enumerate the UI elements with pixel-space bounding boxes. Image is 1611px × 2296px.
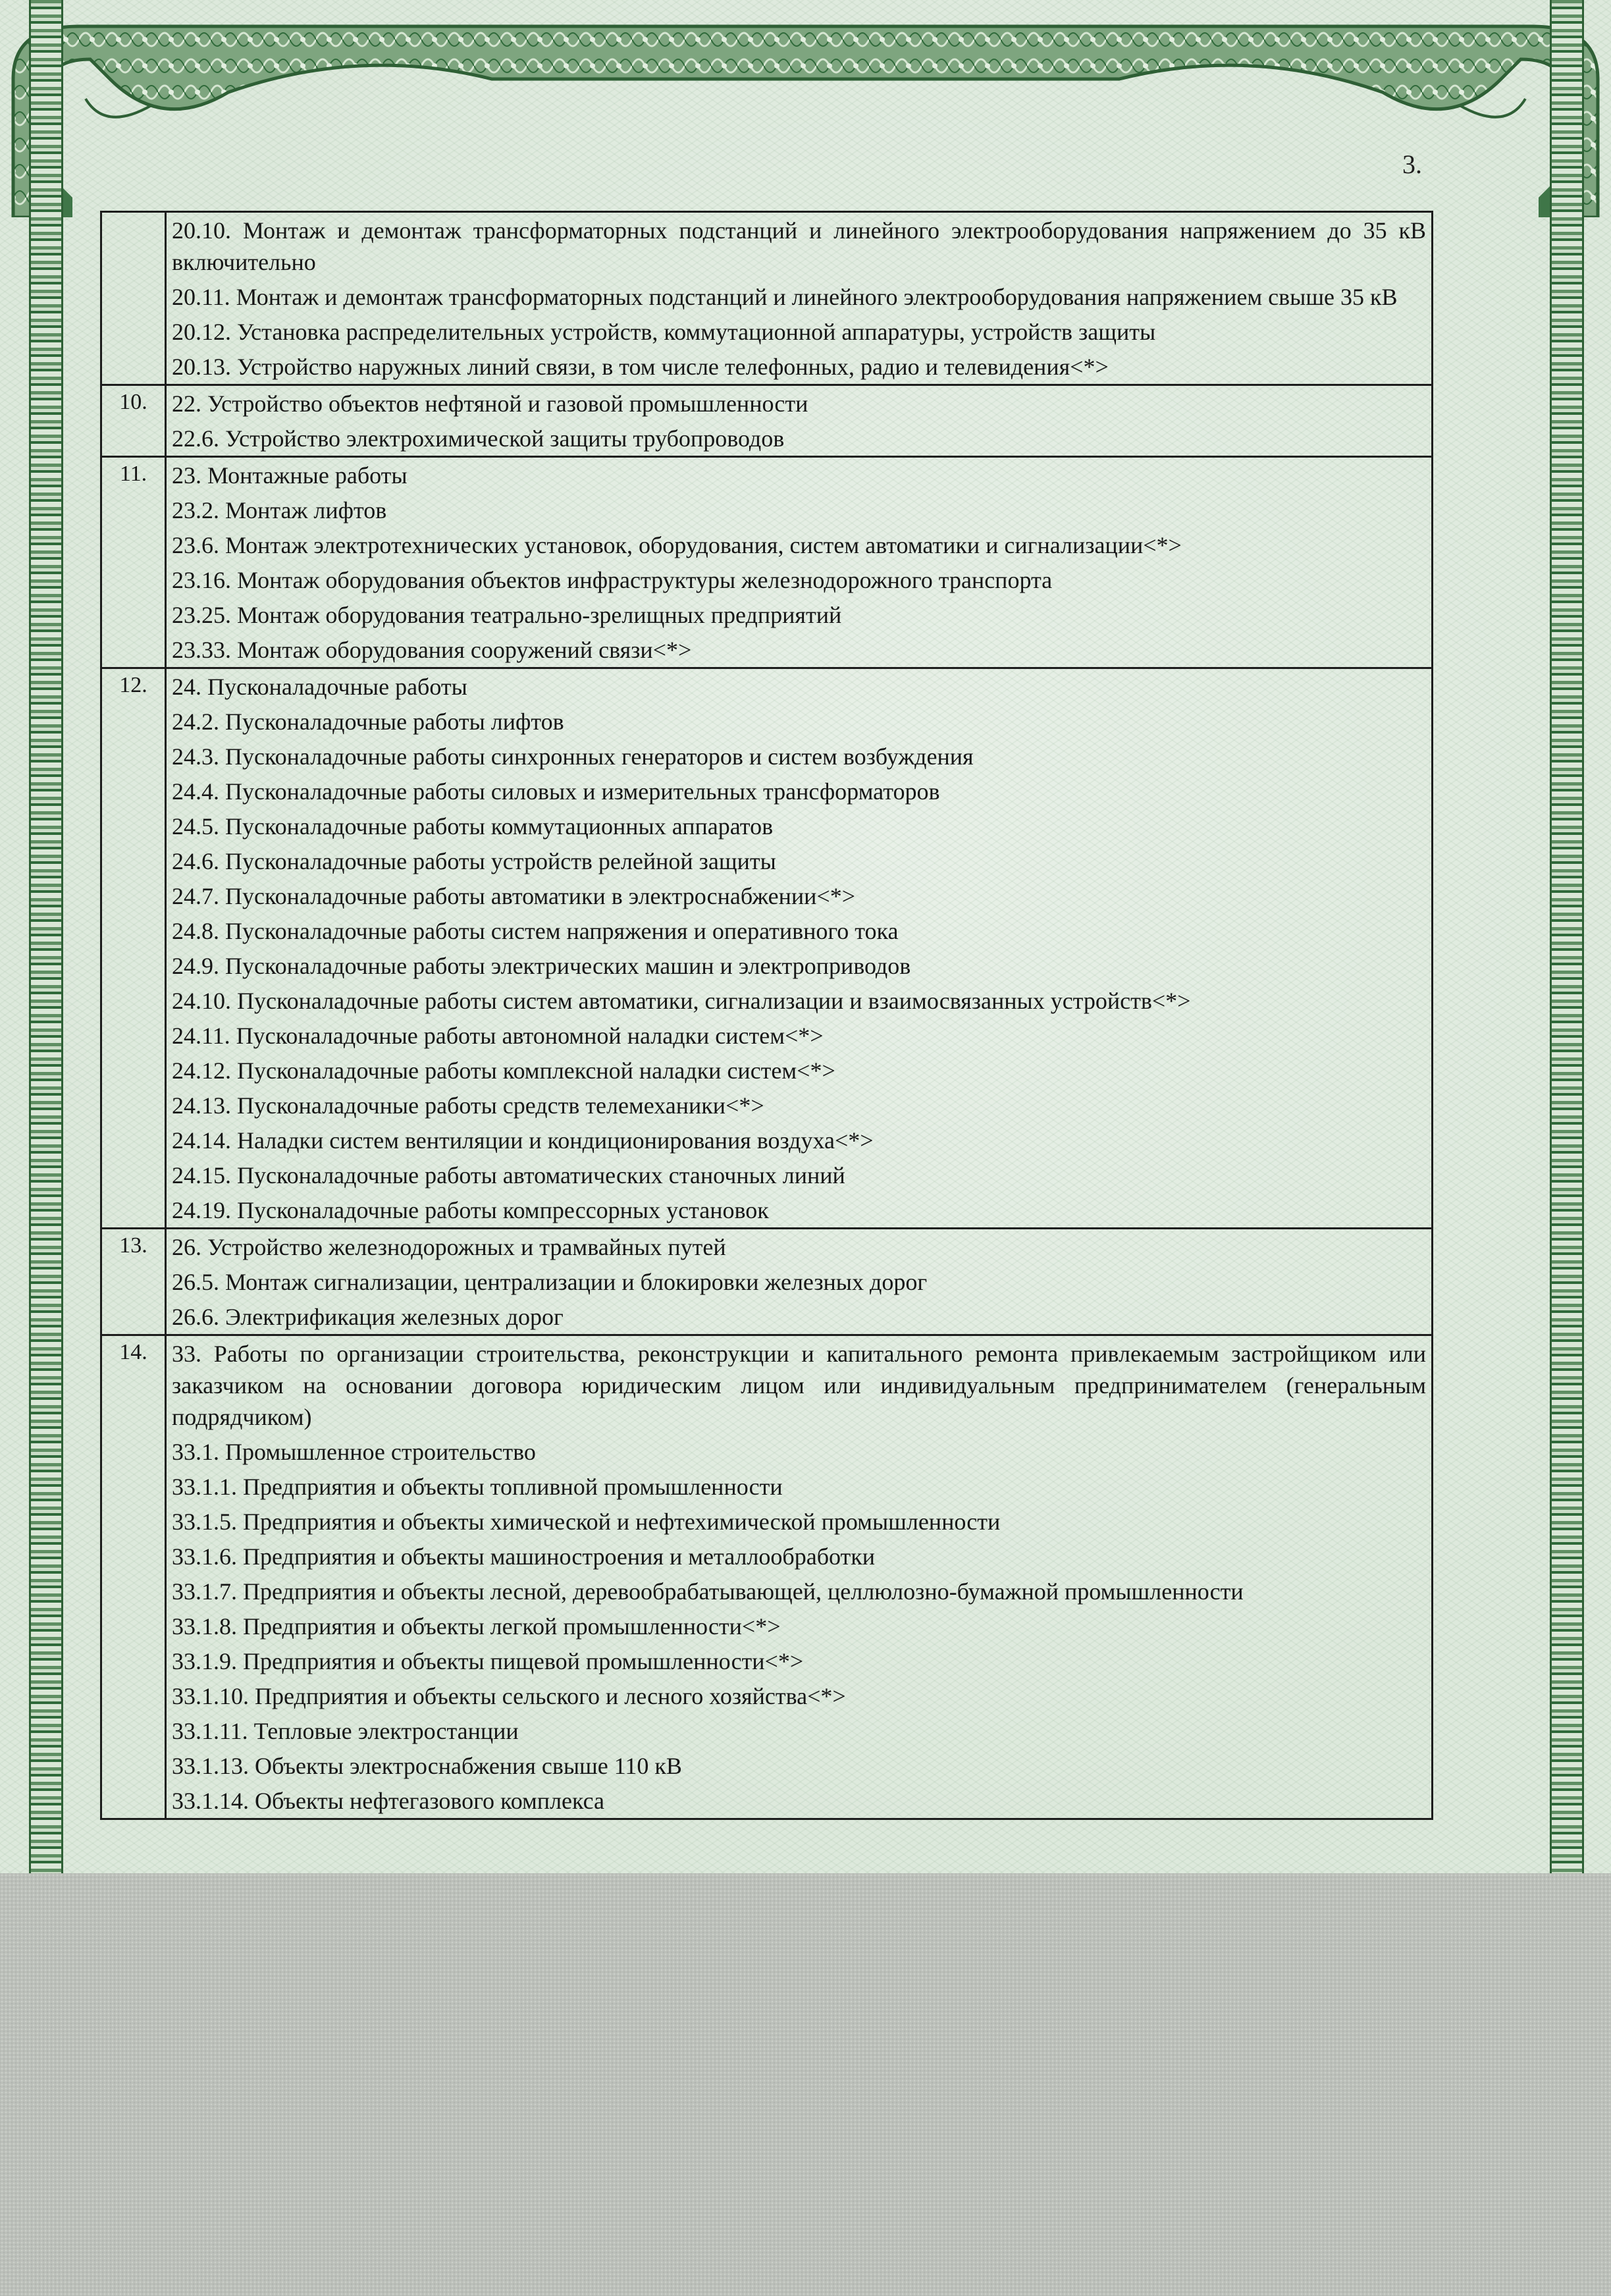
page-number: 3. xyxy=(1402,149,1422,179)
table-row xyxy=(101,385,1433,457)
work-type-item: 33.1.13. Объекты электроснабжения свыше 110 кВ xyxy=(172,1753,682,1779)
work-type-item: 33.1.10. Предприятия и объекты сельского и лесного хозяйства<*> xyxy=(172,1683,846,1709)
work-type-item: 20.10. Монтаж и демонтаж трансформаторных подстанций и линейного электрооборудования напряжением до 35 кВ включительно xyxy=(172,217,1426,275)
work-type-item: 24.2. Пусконаладочные работы лифтов xyxy=(172,708,564,735)
work-type-item: 33.1.5. Предприятия и объекты химической и нефтехимической промышленности xyxy=(172,1508,1001,1535)
table-row xyxy=(101,668,1433,1229)
work-type-item: 24.6. Пусконаладочные работы устройств релейной защиты xyxy=(172,848,776,874)
work-type-item: 24.4. Пусконаладочные работы силовых и измерительных трансформаторов xyxy=(172,778,940,805)
work-type-item: 33.1. Промышленное строительство xyxy=(172,1439,536,1465)
row-number: 11. xyxy=(101,457,166,668)
work-type-item: 24.15. Пусконаладочные работы автоматических станочных линий xyxy=(172,1162,845,1188)
work-type-item: 24.12. Пусконаладочные работы комплексной наладки систем<*> xyxy=(172,1057,835,1084)
work-type-cell xyxy=(166,668,1433,1229)
work-type-cell xyxy=(166,1229,1433,1335)
row-number: 10. xyxy=(101,385,166,457)
work-type-item: 24.7. Пусконаладочные работы автоматики в электроснабжении<*> xyxy=(172,883,856,909)
work-type-item: 24.5. Пусконаладочные работы коммутационных аппаратов xyxy=(172,813,774,840)
work-type-item: 23.2. Монтаж лифтов xyxy=(172,497,387,523)
ornamental-left-border xyxy=(29,0,63,1873)
table-row xyxy=(101,212,1433,385)
work-type-item: 24.11. Пусконаладочные работы автономной наладки систем<*> xyxy=(172,1023,824,1049)
work-type-item: 26.5. Монтаж сигнализации, централизации и блокировки железных дорог xyxy=(172,1269,928,1295)
table-row xyxy=(101,457,1433,668)
work-type-item: 24.13. Пусконаладочные работы средств телемеханики<*> xyxy=(172,1092,764,1119)
row-number: 12. xyxy=(101,668,166,1229)
work-type-item: 23.33. Монтаж оборудования сооружений связи<*> xyxy=(172,637,692,663)
work-type-item: 33.1.11. Тепловые электростанции xyxy=(172,1718,519,1744)
work-type-item: 33. Работы по организации строительства, реконструкции и капитального ремонта привлекаемым застройщиком или заказчиком на основании договора юридическим лицом или индивидуальным предпринимателем (генеральным подрядчиком) xyxy=(172,1341,1426,1430)
work-type-item: 22.6. Устройство электрохимической защиты трубопроводов xyxy=(172,425,785,452)
work-type-item: 23.25. Монтаж оборудования театрально-зрелищных предприятий xyxy=(172,602,842,628)
work-type-item: 33.1.7. Предприятия и объекты лесной, деревообрабатывающей, целлюлозно-бумажной промышленности xyxy=(172,1578,1244,1605)
ornamental-top-border xyxy=(0,0,1611,217)
table-row xyxy=(101,1335,1433,1819)
work-type-item: 23.6. Монтаж электротехнических установок, оборудования, систем автоматики и сигнализации<*> xyxy=(172,532,1182,558)
work-type-cell xyxy=(166,457,1433,668)
work-type-cell xyxy=(166,212,1433,385)
work-type-item: 24.8. Пусконаладочные работы систем напряжения и оперативного тока xyxy=(172,918,899,944)
work-type-item: 33.1.1. Предприятия и объекты топливной промышленности xyxy=(172,1474,783,1500)
table-row xyxy=(101,1229,1433,1335)
work-type-item: 26. Устройство железнодорожных и трамвайных путей xyxy=(172,1234,726,1260)
work-types-table xyxy=(100,211,1431,1820)
work-type-item: 33.1.14. Объекты нефтегазового комплекса xyxy=(172,1788,604,1814)
work-type-item: 24.9. Пусконаладочные работы электрических машин и электроприводов xyxy=(172,953,911,979)
work-type-item: 22. Устройство объектов нефтяной и газовой промышленности xyxy=(172,390,808,417)
work-type-item: 20.12. Установка распределительных устройств, коммутационной аппаратуры, устройств защиты xyxy=(172,319,1156,345)
work-type-cell xyxy=(166,1335,1433,1819)
work-type-item: 26.6. Электрификация железных дорог xyxy=(172,1304,564,1330)
work-type-item: 20.11. Монтаж и демонтаж трансформаторных подстанций и линейного электрооборудования напряжением свыше 35 кВ xyxy=(172,284,1398,310)
work-type-item: 24. Пусконаладочные работы xyxy=(172,674,467,700)
row-number: 13. xyxy=(101,1229,166,1335)
ornamental-right-border xyxy=(1550,0,1584,1873)
work-type-item: 23.16. Монтаж оборудования объектов инфраструктуры железнодорожного транспорта xyxy=(172,567,1053,593)
work-type-item: 33.1.9. Предприятия и объекты пищевой промышленности<*> xyxy=(172,1648,804,1674)
work-type-item: 33.1.8. Предприятия и объекты легкой промышленности<*> xyxy=(172,1613,781,1640)
work-type-item: 24.10. Пусконаладочные работы систем автоматики, сигнализации и взаимосвязанных устройств<*> xyxy=(172,988,1191,1014)
masked-region xyxy=(0,1873,1611,2296)
work-type-item: 24.3. Пусконаладочные работы синхронных генераторов и систем возбуждения xyxy=(172,743,974,770)
row-number xyxy=(101,212,166,385)
work-type-item: 24.14. Наладки систем вентиляции и кондиционирования воздуха<*> xyxy=(172,1127,874,1154)
row-number: 14. xyxy=(101,1335,166,1819)
work-type-item: 33.1.6. Предприятия и объекты машиностроения и металлообработки xyxy=(172,1543,876,1570)
work-type-cell xyxy=(166,385,1433,457)
work-type-item: 20.13. Устройство наружных линий связи, в том числе телефонных, радио и телевидения<*> xyxy=(172,354,1109,380)
work-type-item: 24.19. Пусконаладочные работы компрессорных установок xyxy=(172,1197,769,1223)
work-type-item: 23. Монтажные работы xyxy=(172,462,408,489)
